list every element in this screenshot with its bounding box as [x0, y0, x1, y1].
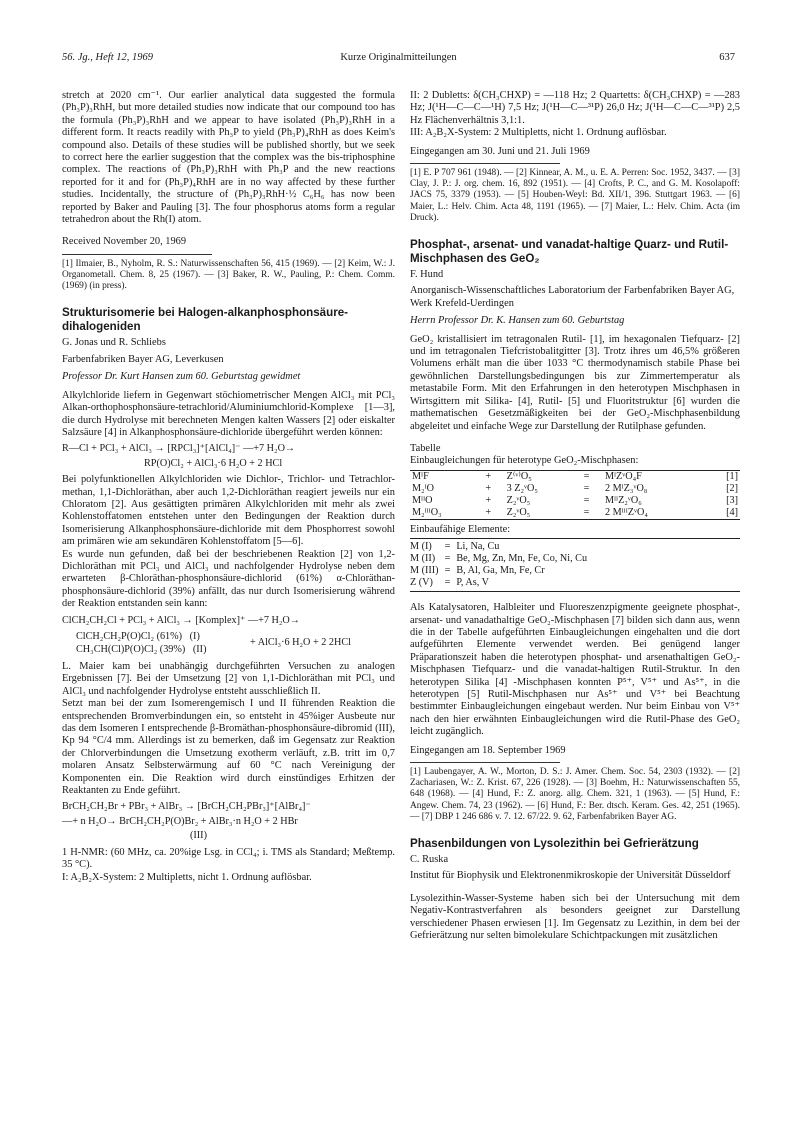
table-cell-eq: = — [583, 470, 590, 482]
element-cell-eq: = — [444, 577, 451, 589]
table-row — [410, 577, 593, 589]
table-cell-c: 2 MᴵZ₃ᵛO₈ — [604, 482, 648, 494]
nmr-compound-II: II: 2 Dubletts: δ(CH₃CHXP) = —118 Hz; 2 Quartetts: δ(CH₃CHXP) = —283 Hz; J(¹H—C—C—¹H) 7,5 Hz; J(¹H—C—³¹P) 26,0 Hz; J(¹H—C—C—³¹P) 2,5 Hz Flächenverhältnis 3,1:1. — [410, 90, 740, 126]
header-section: Kurze Originalmitteilungen — [340, 52, 457, 63]
article-3-author: C. Ruska — [410, 854, 449, 866]
nmr-compound-III: III: A₂B₂X-System: 2 Multipletts, nicht 1. Ordnung auflösbar. — [410, 127, 667, 139]
table-cell-a: M₂ᴵᴵᴵO₃ — [412, 506, 442, 518]
nmr-compound-I: I: A₂B₂X-System: 2 Multipletts, nicht 1. Ordnung auflösbar. — [62, 871, 312, 883]
equation-table — [410, 470, 740, 520]
table-cell-eq: = — [583, 506, 590, 518]
article-2-dedication: Herrn Professor Dr. K. Hansen zum 60. Geburtstag — [410, 315, 625, 327]
table-cell-c: MᴵZᵛO₄F — [604, 470, 642, 482]
article-3-paragraph-1: Lysolezithin-Wasser-Systeme haben sich bei der Untersuchung mit dem Negativ-Kontrastverfahren als besonders geeignet zur Darstellung verschiedener Phasen erwiesen [1]. Im Gegensatz zu Lezithin, in dem bei der Gefrierätzung nur selten bimolekulare Schichtpackungen mit zusätzlichen — [410, 892, 740, 942]
table-row — [410, 495, 740, 507]
elements-table — [410, 541, 593, 589]
references-2: [1] E. P 707 961 (1948). — [2] Kinnear, A. M., u. E. A. Perren: Soc. 1952, 3437. — [3] Clay, J. P.: J. org. chem. 16, 892 (1951). — [4] Crofts, P. C., and G. M. Kosolapoff: JACS 75, 3379 (1953). — [5] Houben-Weyl: Bd. XII/1, 396. Stuttgart 1963. — [6] Maier, L.: Helv. Chim. Acta 48, 1191 (1965). — [7] Maier, L.: Helv. Chim. Acta (im Druck). — [410, 168, 740, 223]
equation-2-line-1: ClCH₂CH₂Cl + PCl₃ + AlCl₃ → [Komplex]⁺ —+7 H₂O→ — [62, 614, 300, 626]
table-row — [410, 507, 740, 520]
references-1: [1] Ilmaier, B., Nyholm, R. S.: Naturwissenschaften 56, 415 (1969). — [2] Keim, W.: J. Organometall. Chem. 8, 25 (1967). — [3] Baker, R. W., Pauling, P.: Chem. Comm. (1969) (in press). — [62, 258, 395, 292]
table-cell-op: + — [485, 506, 492, 518]
table-cell-op: + — [485, 494, 492, 506]
table-row — [410, 565, 593, 577]
article-authors: G. Jonas und R. Schliebs — [62, 337, 166, 349]
element-cell-k: M (I) — [410, 541, 432, 553]
table-cell-a: M₂ᴵO — [412, 482, 435, 494]
table-cell-eq: = — [583, 482, 590, 494]
table-cell-op: + — [485, 482, 492, 494]
equation-1-line-1: R—Cl + PCl₃ + AlCl₃ → [RPCl₃]⁺[AlCl₄]⁻ —+7 H₂O→ — [62, 443, 296, 455]
received-note: Received November 20, 1969 — [62, 236, 187, 248]
element-cell-k: Z (V) — [410, 577, 433, 589]
table-cell-ref: [4] — [726, 506, 738, 518]
equation-1-line-2: RP(O)Cl₂ + AlCl₃·6 H₂O + 2 HCl — [144, 457, 283, 469]
table-cell-ref: [3] — [726, 494, 738, 506]
paragraph-1: Alkylchloride liefern in Gegenwart stöchiometrischer Mengen AlCl₃ mit PCl₃ Alkan-orthophosphonsäure-tetrachlorid/Aluminiumchlorid-Komplexe [1—3], die durch Hydrolyse mit berechneten Mengen kalten Wassers [2] oder eiskalter Salzsäure [4] in Alkanphosphonsäure-dichloride übergeführt werden können: — [62, 389, 395, 438]
divider — [62, 254, 212, 255]
element-cell-v: B, Al, Ga, Mn, Fe, Cr — [456, 565, 545, 577]
equation-3-line-1: BrCH₂CH₂Br + PBr₃ + AlBr₃ → [BrCH₂CH₂PBr₃]⁺[AlBr₄]⁻ — [62, 801, 311, 813]
table-cell-a: MᴵᴵO — [412, 494, 433, 506]
table-row — [410, 470, 740, 483]
table-cell-ref: [1] — [726, 470, 738, 482]
article-2-institution: Anorganisch-Wissenschaftliches Laboratorium der Farbenfabriken Bayer AG, Werk Krefeld-Uerdingen — [410, 285, 735, 309]
header-page-number: 637 — [719, 52, 735, 63]
table-rule — [410, 538, 740, 539]
article-2-paragraph-2: Als Katalysatoren, Halbleiter und Fluoreszenzpigmente geeignete phosphat-, arsenat- und vanadathaltige GeO₂-Mischphasen [7] bilden sich dann aus, wenn die in der Tabelle aufgeführten Einbaugleichungen eingehalten und die dort aufgeführten Elemente verwendet werden. Bei genügend langer Präparationszeit haben die heterotypen phosphat- und arsenathaltigen GeO₂-Mischphasen Tiefquarz- und die vanadat-haltigen Rutil-Struktur. In den heterotypen Silika [4] -Mischphasen konnten P⁵⁺, V⁵⁺ und As⁵⁺, in die heterotypen [5] Rutil-Mischphasen nur As⁵⁺ und V⁵⁺ bei Beachtung bestimmter Einbaugleichungen eingebaut werden. Nur beim Einbau von V⁵⁺ nach den hier erwähnten Einbaugleichungen wird die Rutil-Phase des GeO₂ leicht zugänglich. — [410, 602, 740, 738]
table-caption: Einbaugleichungen für heterotype GeO₂-Mischphasen: — [410, 455, 639, 467]
paragraph-5: Setzt man bei der zum Isomerengemisch I und II führenden Reaktion die entsprechenden Bromverbindungen ein, so entsteht in 45%iger Ausbeute nur das dem Isomeren I entsprechende β-Bromäthan-phosphonsäure-dibromid (III), Kp 94 °C/4 mm. Allerdings ist zu bemerken, daß im Gegensatz zur Reaktion der Chlorverbindungen die Umsetzung exotherm verläuft, z.B. tritt im 0,7 molaren Ansatz Selbsterwärmung auf 60 °C nach Vereinigung der Komponenten ein. Die Reaktion wird durch einstündiges Erhitzen der Reaktanten zu Ende geführt. — [62, 698, 395, 797]
element-cell-eq: = — [444, 565, 451, 577]
element-cell-k: M (III) — [410, 565, 439, 577]
article-2-paragraph-1: GeO₂ kristallisiert im tetragonalen Rutil- [1], im hexagonalen Tiefquarz- [2] und im tetragonalen Tiefcristobalitgitter [3]. Trotz ihres um 46,5% größeren Volumens erhält man die über 1033 °C thermodynamisch stabile Phase bei gewöhnlichen Darstellungsbedingungen bis zur Zimmertemperatur als metastabile Form. Mit den Erfahrungen in den heterotypen Mischphasen in Wirtsgittern mit Silika- [4], Rutil- [5] und Fluoritstruktur [6] wurden die mathematischen Gesetzmäßigkeiten bei der GeO₂-Mischphasenbildung abgeleitet und einfache Wege zur Darstellung der Rutilphase gefunden. — [410, 333, 740, 432]
table-cell-b: Z₂ᵛO₅ — [506, 506, 531, 518]
equation-2-product-II: CH₃CH(Cl)P(O)Cl₂ (39%) (II) — [76, 644, 207, 656]
equation-2-block — [62, 631, 395, 657]
article-2-received: Eingegangen am 18. September 1969 — [410, 744, 566, 756]
element-cell-v: Be, Mg, Zn, Mn, Fe, Co, Ni, Cu — [456, 553, 588, 565]
paragraph-2: Bei polyfunktionellen Alkylchloriden wie Dichlor-, Trichlor- und Tetrachlor-methan, 1,1-Dichloräthan, aber auch 1,2-Dichloräthan reagiert jeweils nur ein Chloratom [2]. Aus gesättigten primären Alkylchloriden mit mehr als zwei Kohlenstoffatomen entstehen unter den Bedingungen der Reaktion durch Isomerisierung Alkanphosphonsäure-dichloride mit dem Phosphorrest sowohl am primären wie am sekundären Kohlenstoffatom [5—6]. — [62, 474, 395, 548]
table-cell-a: MᴵF — [412, 470, 429, 482]
article-3-institution: Institut für Biophysik und Elektronenmikroskopie der Universität Düsseldorf — [410, 870, 731, 882]
intro-paragraph: stretch at 2020 cm⁻¹. Our earlier analytical data suggested the formula (Ph₃P)₃RhH, but more detailed studies now indicate that our compound too has the formula (Ph₃P)₃RhH and we appear to have isolated (Ph₃P)₃RhH in a different form. It reacts readily with Ph₃P to yield (Ph₃P)₄RhH as does Keim's compound also. Details of these studies will be published shortly, but we seek to correct here the earlier suggestion that the complex was the bis-triphosphine complex. The reactions of (Ph₃P)₃RhH with Ph₃P and the new reactions reported for it and for (Ph₃P)₄RhH are in no way affected by these further studies. Incidentally, the structure of (Ph₃P)₃RhH·½ C₆H₆ has now been reported by Baker and Pauling [3]. The four phosphorus atoms form a regular tetrahedron about the Rh(I) atom. — [62, 90, 395, 226]
incorporation-equations-table — [410, 470, 740, 520]
article-2-title: Phosphat-, arsenat- und vanadat-haltige Quarz- und Rutil-Mischphasen des GeO₂ — [410, 238, 729, 266]
equation-3-line-2: —+ n H₂O→ BrCH₂CH₂P(O)Br₂ + AlBr₃·n H₂O + 2 HBr — [62, 815, 298, 827]
divider — [410, 762, 560, 763]
paragraph-3: Es wurde nun gefunden, daß bei der beschriebenen Reaktion [2] von 1,2-Dichloräthan mit PCl₃ und AlCl₃ und nachfolgender Hydrolyse neben dem erwarteten β-Chloräthan-phosphonsäure-dichlorid (61%) α-Chloräthan-phosphonsäure-dichlorid (39%) anfällt, das nur durch Isomerisierung während der Reaktion entstanden sein kann: — [62, 548, 395, 610]
paragraph-4: L. Maier kam bei unabhängig durchgeführten Versuchen zu analogen Ergebnissen [7]. Bei der Umsetzung [2] von 1,1-Dichloräthan mit PCl₃ und AlCl₃ und nachfolgender Hydrolyse entsteht ausschließlich II. — [62, 661, 395, 697]
left-column — [62, 90, 395, 884]
divider — [410, 163, 560, 164]
nmr-conditions: 1 H-NMR: (60 MHz, ca. 20%ige Lsg. in CCl₄; i. TMS als Standard; Meßtemp. 35 °C). — [62, 846, 395, 871]
article-3-title: Phasenbildungen von Lysolezithin bei Gefrierätzung — [410, 837, 699, 851]
table-row — [410, 541, 593, 553]
article-dedication: Professor Dr. Kurt Hansen zum 60. Geburtstag gewidmet — [62, 371, 301, 383]
table-cell-op: + — [485, 470, 492, 482]
element-cell-eq: = — [444, 541, 451, 553]
equation-2-byproducts: + AlCl₃·6 H₂O + 2 2HCl — [250, 637, 351, 649]
table-cell-c: MᴵᴵZ₂ᵛO₆ — [604, 494, 642, 506]
equation-3-label: (III) — [190, 830, 207, 842]
references-3: [1] Laubengayer, A. W., Morton, D. S.: J. Amer. Chem. Soc. 54, 2303 (1932). — [2] Zachariasen, W.: Z. Krist. 67, 226 (1928). — [3] Boehm, H.: Naturwissenschaften 55, 648 (1968). — [4] Hund, F.: Z. anorg. allg. Chem. 321, 1 (1963). — [5] Hund, F.: Angew. Chem. 74, 23 (1962). — [6] Hund, F.: Ber. dtsch. Keram. Ges. 42, 251 (1965). — [7] DBP 1 246 686 v. 7. 12. 67/22. 9. 62, Farbenfabriken Bayer AG. — [410, 767, 740, 822]
article-title: Strukturisomerie bei Halogen-alkanphosphonsäure-dihalogeniden — [62, 306, 349, 334]
table-cell-eq: = — [583, 494, 590, 506]
received-note-2: Eingegangen am 30. Juni und 21. Juli 1969 — [410, 145, 590, 157]
right-column — [410, 90, 740, 942]
equation-2-product-I: ClCH₂CH₂P(O)Cl₂ (61%) (I) — [76, 631, 200, 643]
table-row — [410, 483, 740, 495]
table-cell-c: 2 MᴵᴵᴵZᵛO₄ — [604, 506, 648, 518]
table-cell-ref: [2] — [726, 482, 738, 494]
article-2-author: F. Hund — [410, 269, 444, 281]
element-cell-k: M (II) — [410, 553, 436, 565]
article-institution: Farbenfabriken Bayer AG, Leverkusen — [62, 353, 224, 365]
table-rule — [410, 591, 740, 592]
header-journal-issue: 56. Jg., Heft 12, 1969 — [62, 52, 153, 63]
table-label: Tabelle — [410, 442, 441, 454]
table-cell-b: 3 Z₂ᵛO₅ — [506, 482, 538, 494]
element-cell-v: P, As, V — [456, 577, 489, 589]
table-cell-b: Z₂ᵛO₅ — [506, 494, 531, 506]
page-header — [62, 52, 735, 68]
elements-caption: Einbaufähige Elemente: — [410, 523, 511, 535]
element-cell-eq: = — [444, 553, 451, 565]
table-cell-b: Z⁽ᵛ⁾O₅ — [506, 470, 532, 482]
table-row — [410, 553, 593, 565]
element-cell-v: Li, Na, Cu — [456, 541, 500, 553]
